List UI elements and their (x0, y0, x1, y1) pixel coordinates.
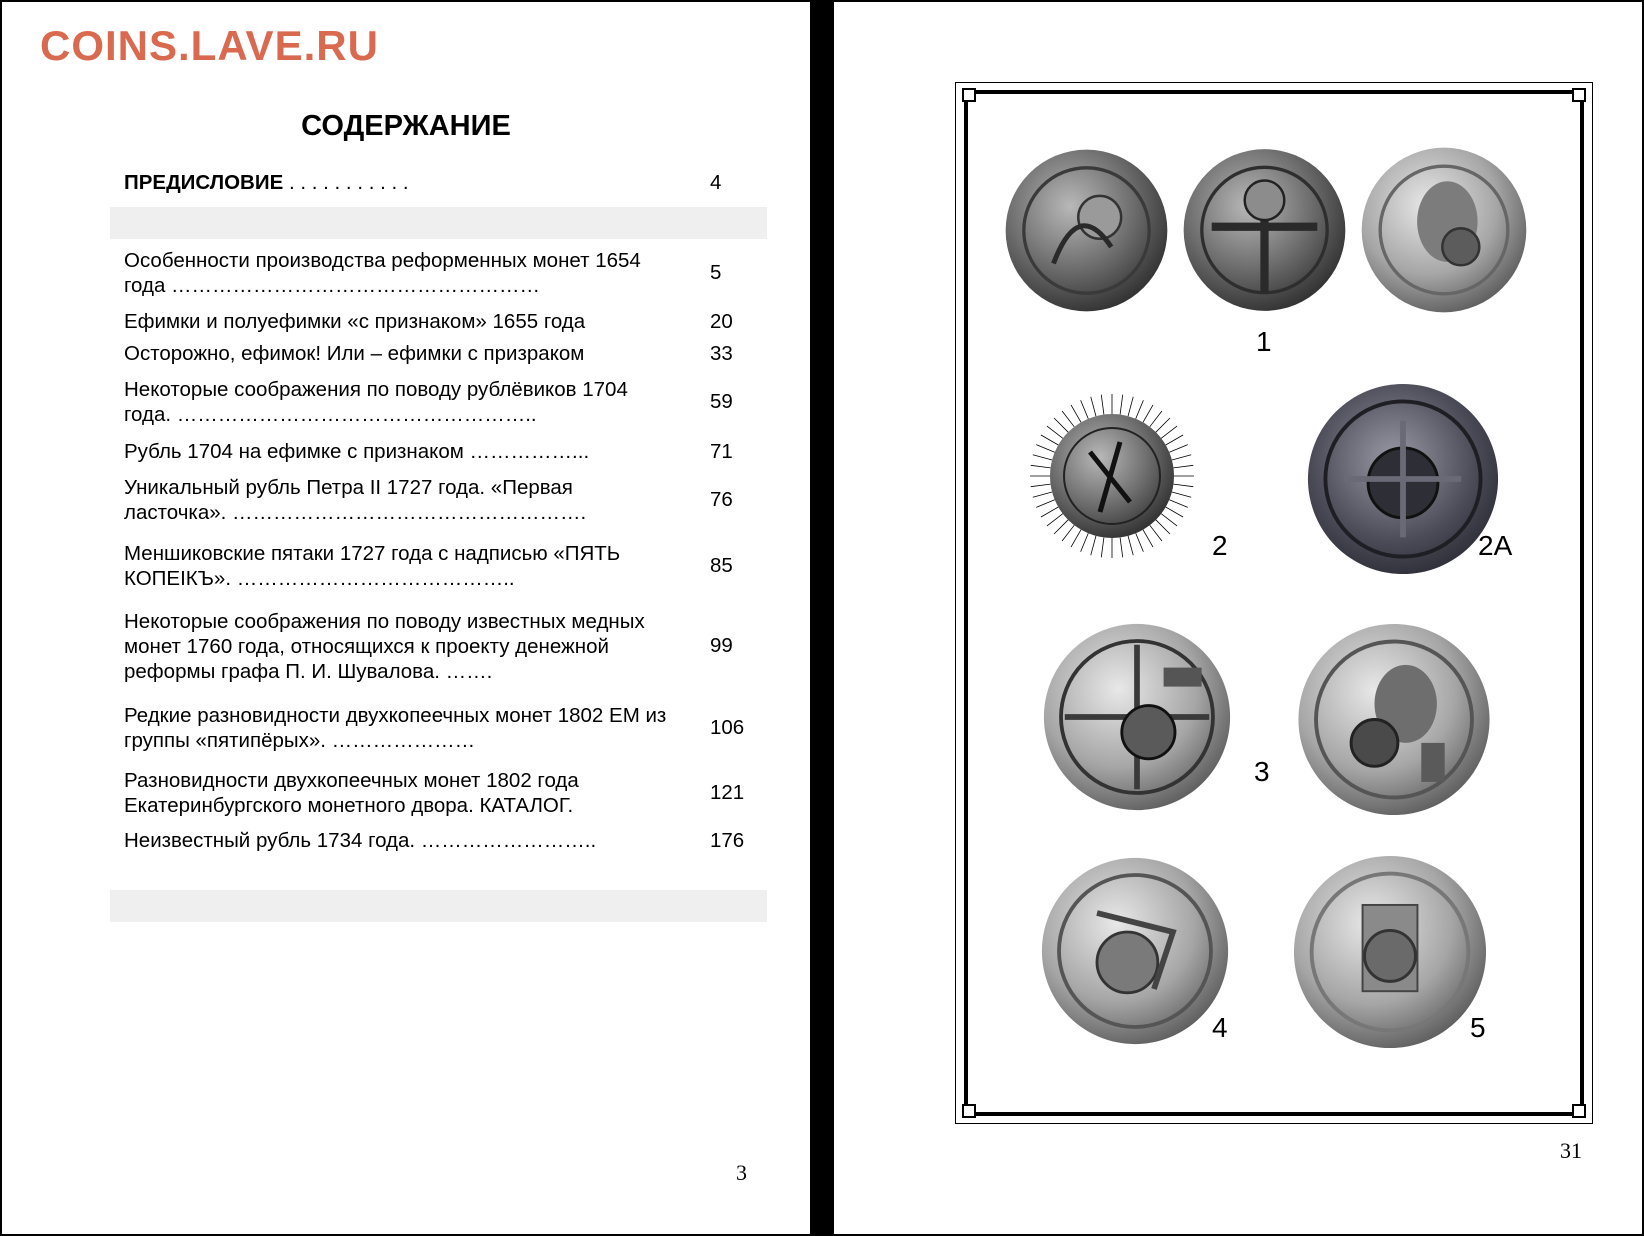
coin-image (1294, 622, 1494, 817)
book-spine (812, 0, 834, 1236)
toc-entry-page: 85 (710, 554, 733, 577)
toc-row-preface (124, 170, 754, 195)
toc-entry-page: 76 (710, 488, 733, 511)
toc-row (124, 341, 754, 366)
toc-entry-page: 20 (710, 310, 733, 333)
toc-entry-page: 71 (710, 440, 733, 463)
coin-diagram (1000, 372, 1232, 582)
watermark-logo: COINS.LAVE.RU (40, 22, 379, 69)
frame-corner (962, 1104, 976, 1118)
toc-row (124, 475, 754, 525)
figure-label: 4 (1212, 1012, 1228, 1043)
frame-corner (962, 88, 976, 102)
toc-title: СОДЕРЖАНИЕ (301, 110, 511, 142)
toc-row (124, 828, 754, 853)
toc-entry-text: Осторожно, ефимок! Или – ефимки с призраком (124, 342, 585, 365)
figure-label: 2 (1212, 530, 1228, 561)
toc-entry-text: Некоторые соображения по поводу известных медных монет 1760 года, относящихся к проекту денежной реформы графа П. И. Шувалова. ……. (124, 610, 645, 683)
frame-corner (1572, 88, 1586, 102)
toc-row (124, 609, 754, 684)
toc-entry-text: Некоторые соображения по поводу рублёвиков 1704 года. …………………………………………….. (124, 378, 628, 426)
coin-image (1004, 148, 1169, 313)
toc-entry-page: 59 (710, 390, 733, 413)
toc-entry-text: Разновидности двухкопеечных монет 1802 года Екатеринбургского монетного двора. КАТАЛОГ. (124, 769, 579, 817)
toc-entry-page: 176 (710, 829, 745, 852)
preface-page: 4 (710, 171, 722, 194)
figure-label: 3 (1254, 756, 1270, 787)
toc-entry-page: 106 (710, 716, 745, 739)
toc-entry-page: 99 (710, 634, 733, 657)
shaded-band-bottom (110, 890, 767, 922)
toc-entry-page: 5 (710, 261, 722, 284)
toc-entry-text: Меншиковские пятаки 1727 года с надписью «ПЯТЬ КОПЕIКЪ». ………………………………….. (124, 542, 621, 590)
toc-entry-page: 121 (710, 781, 745, 804)
toc-row (124, 768, 754, 818)
toc-row (124, 703, 754, 753)
shaded-band-top (110, 207, 767, 239)
toc-row (124, 309, 754, 334)
preface-label: ПРЕДИСЛОВИЕ (124, 171, 284, 194)
toc-entry-page: 33 (710, 342, 733, 365)
toc-entry-text: Неизвестный рубль 1734 года. …………………….. (124, 829, 597, 852)
figure-label: 2A (1478, 530, 1513, 561)
toc-row (124, 377, 754, 427)
page-number-right: 31 (1560, 1138, 1582, 1163)
frame-corner (1572, 1104, 1586, 1118)
preface-dots: . . . . . . . . . . . (288, 171, 409, 194)
toc-entry-text: Особенности производства реформенных монет 1654 года ……………………………………………… (124, 249, 641, 297)
toc-entry-text: Уникальный рубль Петра II 1727 года. «Первая ласточка». ……………………………………………. (124, 476, 587, 524)
toc-row (124, 439, 754, 464)
coin-image (1360, 146, 1528, 314)
toc-entry-text: Рубль 1704 на ефимке с признаком ……………... (124, 440, 590, 463)
toc-entry-text: Редкие разновидности двухкопеечных монет 1802 ЕМ из группы «пятипёрых». ………………… (124, 704, 667, 752)
figure-label: 1 (1256, 326, 1272, 357)
toc-row (124, 541, 754, 591)
toc-entry-text: Ефимки и полуефимки «с признаком» 1655 года (124, 310, 586, 333)
coin-image (1042, 622, 1232, 812)
coin-image (1292, 854, 1488, 1050)
coin-image (1040, 856, 1230, 1046)
figure-label: 5 (1470, 1012, 1486, 1043)
coin-image (1182, 146, 1347, 314)
toc-row (124, 248, 754, 298)
page-number-left: 3 (736, 1160, 747, 1185)
coin-image (1306, 382, 1500, 576)
